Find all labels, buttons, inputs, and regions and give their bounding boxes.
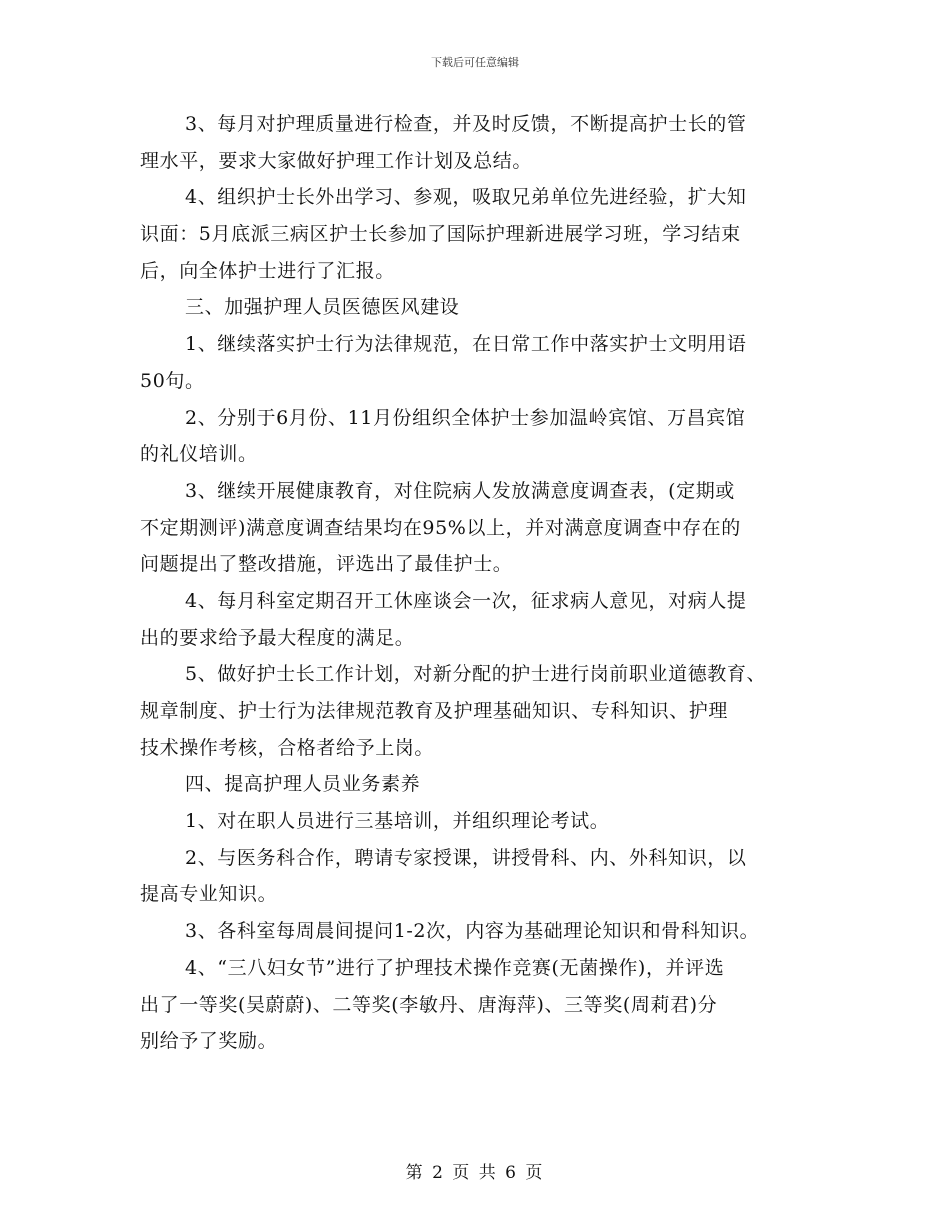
- text-line: 问题提出了整改措施，评选出了最佳护士。: [140, 553, 513, 576]
- text-line: 3、继续开展健康教育，对住院病人发放满意度调查表，(定期或: [185, 479, 735, 502]
- text-line: 3、各科室每周晨间提问1-2次，内容为基础理论知识和骨科知识。: [185, 920, 760, 943]
- text-line: 3、每月对护理质量进行检查，并及时反馈，不断提高护士长的管: [185, 113, 747, 135]
- text-line: 2、与医务科合作，聘请专家授课，讲授骨科、内、外科知识，以: [185, 846, 747, 869]
- text-line: 2、分别于6月份、11月份组织全体护士参加温岭宾馆、万昌宾馆: [185, 406, 746, 429]
- text-line: 1、对在职人员进行三基培训，并组织理论考试。: [185, 810, 610, 833]
- text-line: 4、每月科室定期召开工休座谈会一次，征求病人意见，对病人提: [185, 589, 747, 612]
- document-body: [140, 106, 820, 1060]
- text-line: 理水平，要求大家做好护理工作计划及总结。: [140, 149, 533, 172]
- text-line: 不定期测评)满意度调查结果均在95%以上，并对满意度调查中存在的: [140, 516, 741, 539]
- text-line: 提高专业知识。: [140, 883, 278, 906]
- text-line: 出的要求给予最大程度的满足。: [140, 626, 415, 649]
- text-line: 出了一等奖(吴蔚蔚)、二等奖(李敏丹、唐海萍)、三等奖(周莉君)分: [140, 993, 718, 1016]
- text-line: 别给予了奖励。: [140, 1030, 278, 1053]
- text-line: 规章制度、护士行为法律规范教育及护理基础知识、专科知识、护理: [140, 700, 729, 722]
- page-number-footer: 第 2 页 共 6 页: [405, 1163, 545, 1183]
- text-line: 4、“三八妇女节”进行了护理技术操作竞赛(无菌操作)，并评选: [185, 956, 725, 979]
- text-line: 的礼仪培训。: [140, 443, 258, 466]
- text-line: 三、加强护理人员医德医风建设: [185, 296, 460, 319]
- page-header-note: 下载后可任意编辑: [431, 56, 519, 69]
- text-line: 5、做好护士长工作计划，对新分配的护士进行岗前职业道德教育、: [185, 663, 767, 686]
- text-line: 四、提高护理人员业务素养: [185, 773, 421, 796]
- text-line: 后，向全体护士进行了汇报。: [140, 259, 395, 282]
- text-line: 4、组织护士长外出学习、参观，吸取兄弟单位先进经验，扩大知: [185, 186, 747, 209]
- text-line: 1、继续落实护士行为法律规范，在日常工作中落实护士文明用语: [185, 333, 747, 356]
- text-line: 识面：5月底派三病区护士长参加了国际护理新进展学习班，学习结束: [140, 223, 741, 246]
- text-line: 50句。: [140, 369, 205, 392]
- text-line: 技术操作考核，合格者给予上岗。: [140, 736, 435, 759]
